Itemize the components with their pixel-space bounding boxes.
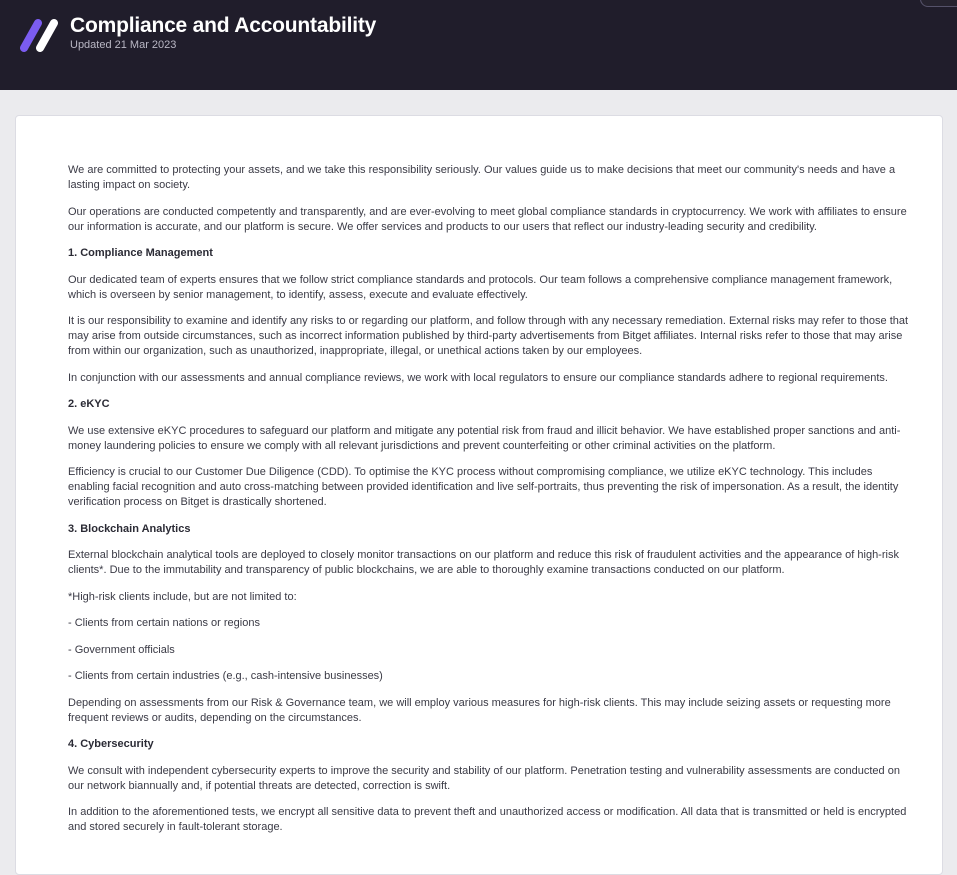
list-item: - Government officials bbox=[68, 643, 175, 656]
brand-logo-icon[interactable] bbox=[18, 17, 64, 53]
section-paragraph: We use extensive eKYC procedures to safeguard our platform and mitigate any potential risk from fraud and illicit behavior. We have established proper sanctions and anti-money laundering policies to ensure we comply with all relevant jurisdictions and prevent counterfeiting or other criminal activities on the platform. bbox=[68, 424, 901, 452]
section-paragraph: It is our responsibility to examine and identify any risks to or regarding our platform, and follow through with any necessary remediation. External risks may refer to those that may arise from outside circumstances, such as incorrect information published by third-party advertisements from Bitget affiliates. Internal risks refer to those that may arise from within our organization, such as unauthorized, inappropriate, illegal, or unethical actions taken by our employees. bbox=[68, 315, 909, 357]
list-item: - Clients from certain industries (e.g., cash-intensive businesses) bbox=[68, 670, 383, 682]
section-paragraph: Depending on assessments from our Risk & Governance team, we will employ various measures for high-risk clients. This may include seizing assets or requesting more frequent reviews or audits, depending on the circumstances. bbox=[68, 696, 891, 724]
section-paragraph: External blockchain analytical tools are deployed to closely monitor transactions on our platform and reduce this risk of fraudulent activities and the appearance of high-risk clients*. Due to the immutability and transparency of public blockchains, we are able to thoroughly examine transactions conducted on our platform. bbox=[68, 549, 899, 576]
page-header bbox=[0, 0, 957, 90]
article-card bbox=[15, 115, 943, 875]
section-paragraph: Efficiency is crucial to our Customer Due Diligence (CDD). To optimise the KYC process without compromising compliance, we utilize eKYC technology. This includes enabling facial recognition and auto cross-matching between provided identification and live self-portraits, thus preventing the risk of impersonation. As a result, the identity verification process on Bitget is drastically shortened. bbox=[68, 466, 899, 508]
section-paragraph: Our dedicated team of experts ensures that we follow strict compliance standards and protocols. Our team follows a comprehensive compliance management framework, which is overseen by senior management, to identify, assess, execute and evaluate effectively. bbox=[68, 273, 893, 301]
section-heading-blockchain-analytics: 3. Blockchain Analytics bbox=[68, 522, 191, 535]
section-paragraph: *High-risk clients include, but are not limited to: bbox=[68, 590, 297, 603]
section-paragraph: In conjunction with our assessments and annual compliance reviews, we work with local regulators to ensure our compliance standards adhere to regional requirements. bbox=[68, 371, 888, 384]
header-corner-button[interactable] bbox=[920, 0, 957, 7]
intro-paragraph: We are committed to protecting your assets, and we take this responsibility seriously. Our values guide us to make decisions that meet our community's needs and have a lasting impact on society. bbox=[68, 164, 896, 191]
section-heading-cybersecurity: 4. Cybersecurity bbox=[68, 738, 154, 750]
intro-paragraph: Our operations are conducted competently and transparently, and are ever-evolving to meet global compliance standards in cryptocurrency. We work with affiliates to ensure our information is accurate, and our platform is secure. We offer services and products to our users that reflect our industry-leading security and credibility. bbox=[68, 205, 907, 233]
list-item: - Clients from certain nations or regions bbox=[68, 617, 260, 629]
updated-date: Updated 21 Mar 2023 bbox=[70, 39, 177, 51]
section-heading-compliance: 1. Compliance Management bbox=[68, 247, 213, 259]
article-body bbox=[68, 163, 910, 847]
section-paragraph: In addition to the aforementioned tests, we encrypt all sensitive data to prevent theft and unauthorized access or modification. All data that is transmitted or held is encrypted and stored securely in fault-tolerant storage. bbox=[68, 806, 907, 833]
section-paragraph: We consult with independent cybersecurity experts to improve the security and stability of our platform. Penetration testing and vulnerability assessments are conducted on our network biannually and, if potential threats are detected, correction is swift. bbox=[68, 764, 900, 792]
section-heading-ekyc: 2. eKYC bbox=[68, 398, 110, 410]
page-title: Compliance and Accountability bbox=[70, 14, 377, 37]
